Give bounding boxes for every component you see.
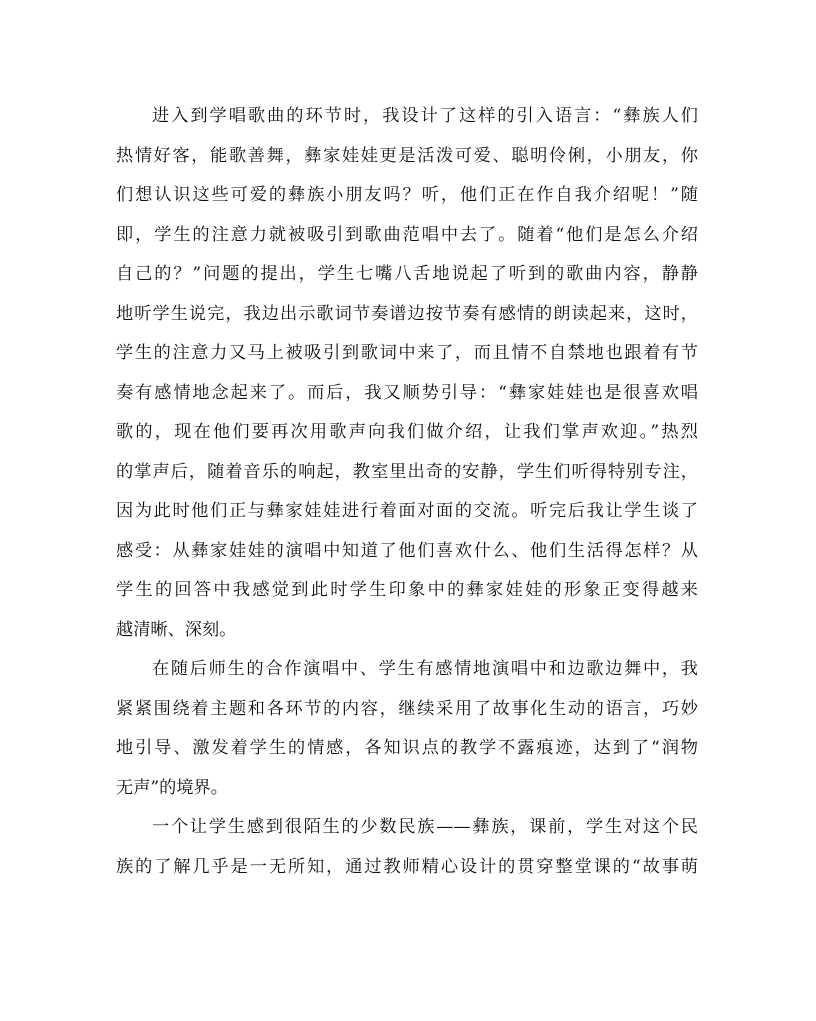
paragraph-line: 地听学生说完，我边出示歌词节奏谱边按节奏有感情的朗读起来，这时， [116,303,698,324]
paragraph-line: 学生的回答中我感觉到此时学生印象中的彝家娃娃的形象正变得越来 [116,580,698,600]
paragraph-line: 进入到学唱歌曲的环节时，我设计了这样的引入语言：“彝族人们 [152,106,698,126]
paragraph-1 [116,97,698,650]
paragraph-line: 越清晰、深刻。 [116,619,237,640]
paragraph-line: 无声”的境界。 [116,777,228,798]
paragraph-3 [116,808,698,887]
paragraph-line: 自己的？”问题的提出，学生七嘴八舌地说起了听到的歌曲内容，静静 [116,264,698,284]
paragraph-line: 们想认识这些可爱的彝族小朋友吗？听，他们正在作自我介绍呢！”随 [116,185,698,205]
paragraph-line: 感受：从彝家娃娃的演唱中知道了他们喜欢什么、他们生活得怎样？从 [116,540,698,561]
paragraph-line: 歌的，现在他们要再次用歌声向我们做介绍，让我们掌声欢迎。”热烈 [116,422,698,442]
paragraph-line: 紧紧围绕着主题和各环节的内容，继续采用了故事化生动的语言，巧妙 [116,698,698,719]
paragraph-line: 奏有感情地念起来了。而后，我又顺势引导：“彝家娃娃也是很喜欢唱 [116,382,698,403]
paragraph-line: 族的了解几乎是一无所知，通过教师精心设计的贯穿整堂课的“故事萌 [116,856,698,877]
paragraph-line: 的掌声后，随着音乐的响起，教室里出奇的安静，学生们听得特别专注， [116,461,698,482]
body-text [116,97,698,887]
paragraph-line: 一个让学生感到很陌生的少数民族——彝族，课前，学生对这个民 [152,817,698,837]
paragraph-line: 热情好客，能歌善舞，彝家娃娃更是活泼可爱、聪明伶俐，小朋友，你 [116,145,698,166]
paragraph-line: 在随后师生的合作演唱中、学生有感情地演唱中和边歌边舞中，我 [152,659,698,679]
paragraph-line: 即，学生的注意力就被吸引到歌曲范唱中去了。随着“他们是怎么介绍 [116,224,698,245]
paragraph-2 [116,650,698,808]
paragraph-line: 因为此时他们正与彝家娃娃进行着面对面的交流。听完后我让学生谈了 [116,501,698,521]
paragraph-line: 地引导、激发着学生的情感，各知识点的教学不露痕迹，达到了“润物 [116,738,698,758]
paragraph-line: 学生的注意力又马上被吸引到歌词中来了，而且情不自禁地也跟着有节 [116,343,698,363]
